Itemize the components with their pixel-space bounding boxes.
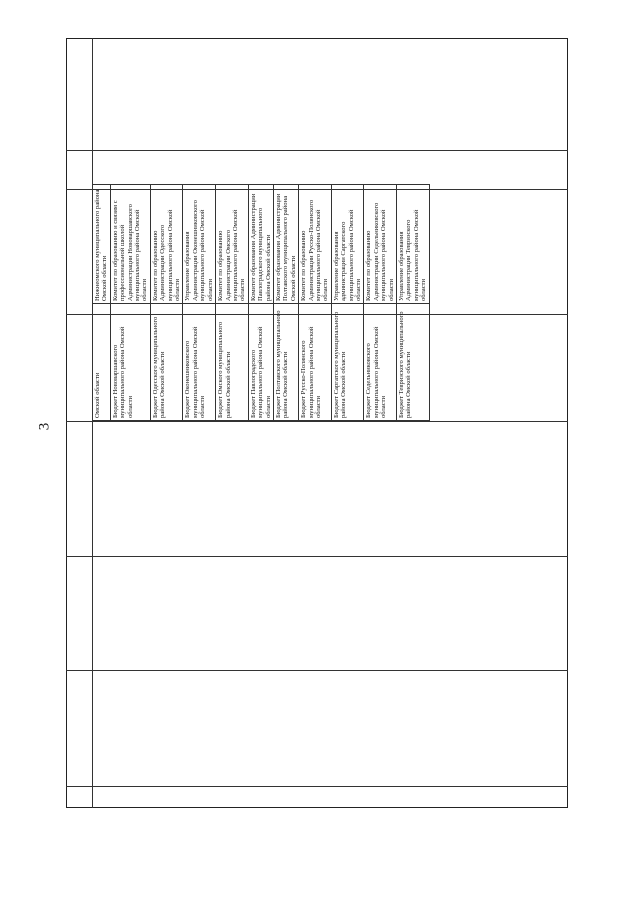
budget-cell: Бюджет Седельниковского муниципального района Омской области (364, 304, 397, 421)
budget-cell: Бюджет Русско-Полянского муниципального района Омской области (299, 304, 332, 421)
administrator-cell: Управление образования Администрации Тевризского муниципального района Омской области (397, 185, 430, 304)
table-row (150, 185, 183, 421)
budget-cell: Бюджет Полтавского муниципального района Омской области (273, 304, 298, 421)
budget-cell: Бюджет Тевризского муниципального района Омской области (397, 304, 430, 421)
table-row (110, 185, 150, 421)
budget-table (92, 184, 430, 421)
table-rule (66, 150, 568, 151)
table-row (397, 185, 430, 421)
table-row (93, 185, 111, 421)
budget-cell: Омской области (93, 304, 111, 421)
page-number: 3 (36, 422, 53, 431)
administrator-cell: Комитет образования Администрации Павлоградского муниципального района Омской области (248, 185, 273, 304)
rotated-table-region (92, 189, 568, 421)
administrator-cell: Комитет по образованию Администрации Седельниковского муниципального района Омской области (364, 185, 397, 304)
administrator-cell: Управление образования Администрации Оконешниковского муниципального района Омской области (183, 185, 216, 304)
administrator-cell: Комитет по образованию и связям с профессиональной школой Администрации Нововаршавского муниципального района Омской области (110, 185, 150, 304)
administrator-cell: Нижнеомского муниципального района Омской области (93, 185, 111, 304)
budget-cell: Бюджет Омского муниципального района Омской области (216, 304, 249, 421)
administrator-cell: Управление образования администрации Саргатского муниципального района Омской области (331, 185, 364, 304)
administrator-cell: Комитет по образованию Администрации Одесского муниципального района Омской области (150, 185, 183, 304)
table-rule (66, 556, 568, 557)
budget-cell: Бюджет Оконешниковского муниципального района Омской области (183, 304, 216, 421)
table-row (273, 185, 298, 421)
table-frame (66, 38, 568, 808)
budget-cell: Бюджет Нововаршавского муниципального района Омской области (110, 304, 150, 421)
table-rule (66, 421, 568, 422)
table-row (331, 185, 364, 421)
budget-cell: Бюджет Одесского муниципального района Омской области (150, 304, 183, 421)
table-row (299, 185, 332, 421)
table-row (364, 185, 397, 421)
budget-cell: Бюджет Павлоградского муниципального района Омской области (248, 304, 273, 421)
administrator-cell: Комитет образования Администрации Полтавского муниципального района Омской области (273, 185, 298, 304)
table-row (183, 185, 216, 421)
table-rule (66, 670, 568, 671)
administrator-cell: Комитет по образованию Администрации Омского муниципального района Омской области (216, 185, 249, 304)
budget-cell: Бюджет Саргатского муниципального района Омской области (331, 304, 364, 421)
table-row (216, 185, 249, 421)
table-row (248, 185, 273, 421)
administrator-cell: Комитет по образованию Администрации Русско-Полянского муниципального района Омской области (299, 185, 332, 304)
table-column-rule (92, 38, 93, 808)
table-rule (66, 786, 568, 787)
